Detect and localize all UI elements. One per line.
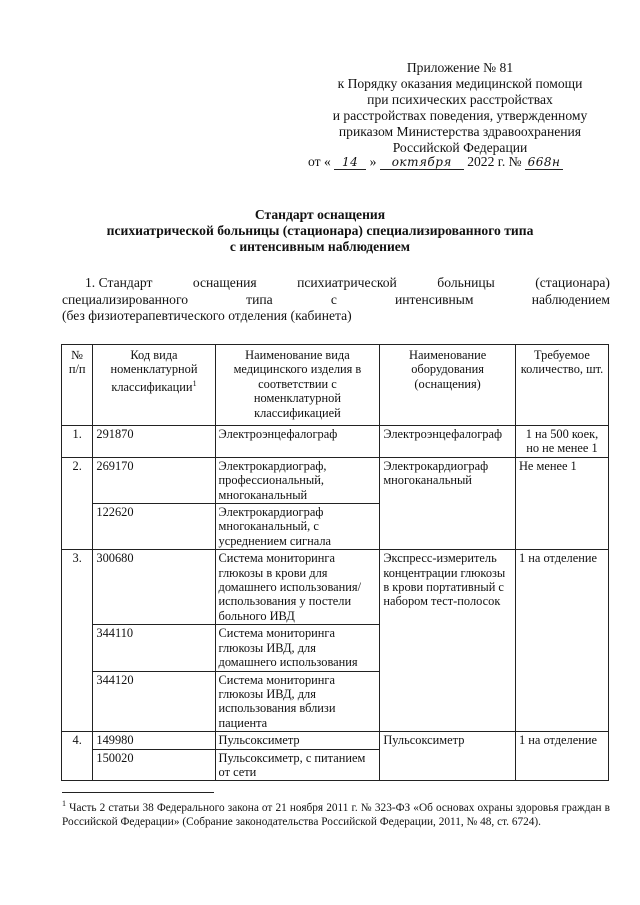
intro-word: наблюдением	[531, 291, 610, 307]
intro-word: психиатрической	[297, 275, 397, 290]
appendix-line: к Порядку оказания медицинской помощи	[337, 76, 583, 91]
row-qty: 1 на отделение	[515, 732, 608, 781]
appendix-line: Российской Федерации	[392, 140, 528, 155]
row-qty: 1 на 500 коек, но не менее 1	[515, 426, 608, 458]
header-num: № п/п	[62, 345, 93, 426]
row-name: Система мониторинга глюкозы в крови для домашнего использования/ использования у постели больного ИВД	[215, 550, 380, 625]
table-row	[62, 457, 609, 503]
row-name: Электрокардиограф, профессиональный, многоканальный	[215, 457, 380, 503]
row-code: 149980	[93, 732, 215, 749]
row-qty: Не менее 1	[515, 457, 608, 549]
row-name: Система мониторинга глюкозы ИВД, для использования вблизи пациента	[215, 671, 380, 732]
header-code-label: Код вида номенклатурной классификации	[110, 348, 198, 394]
appendix-line: Приложение № 81	[406, 60, 514, 75]
date-separator: »	[369, 154, 377, 169]
row-code: 150020	[93, 749, 215, 781]
footnote-mark: 1	[62, 799, 66, 808]
appendix-line: и расстройствах поведения, утвержденному	[332, 108, 588, 123]
intro-word: специализированного	[62, 291, 188, 307]
intro-word: интенсивным	[395, 291, 474, 307]
row-name: Пульсоксиметр	[215, 732, 380, 749]
footnote	[62, 797, 610, 829]
table-header-row	[62, 345, 609, 426]
intro-line	[62, 275, 610, 292]
title-line: с интенсивным наблюдением	[229, 239, 411, 254]
row-num: 2.	[62, 457, 93, 549]
row-code: 291870	[93, 426, 215, 458]
row-code: 344120	[93, 671, 215, 732]
row-name: Пульсоксиметр, с питанием от сети	[215, 749, 380, 781]
row-code: 122620	[93, 504, 215, 550]
row-name: Система мониторинга глюкозы ИВД, для домашнего использования	[215, 625, 380, 671]
row-equipment: Пульсоксиметр	[380, 732, 516, 781]
appendix-line: при психических расстройствах	[367, 92, 553, 107]
handwritten-order-number: 668н	[525, 155, 563, 170]
order-date-line	[308, 154, 608, 170]
appendix-line: приказом Министерства здравоохранения	[338, 124, 582, 139]
row-equipment: Электрокардиограф многоканальный	[380, 457, 516, 549]
intro-paragraph	[62, 275, 610, 325]
row-equipment: Экспресс-измеритель концентрации глюкозы в крови портативный с набором тест-полосок	[380, 550, 516, 732]
footnote-divider	[62, 792, 214, 793]
table-row	[62, 550, 609, 625]
document-title	[40, 207, 600, 255]
intro-word: 1. Стандарт	[85, 275, 153, 290]
row-name: Электроэнцефалограф	[215, 426, 380, 458]
intro-word: оснащения	[192, 275, 257, 290]
row-equipment: Электроэнцефалограф	[380, 426, 516, 458]
date-prefix: от «	[308, 154, 331, 169]
table-row	[62, 732, 609, 749]
header-equipment: Наименование оборудования (оснащения)	[380, 345, 516, 426]
row-num: 1.	[62, 426, 93, 458]
intro-word: типа	[246, 291, 273, 307]
row-code: 300680	[93, 550, 215, 625]
header-code	[93, 345, 215, 426]
title-line: Стандарт оснащения	[254, 207, 386, 222]
year-text: 2022 г. №	[467, 154, 522, 169]
equipment-standard-table	[61, 344, 609, 781]
title-line: психиатрической больницы (стационара) специализированного типа	[106, 223, 534, 238]
header-qty: Требуемое количество, шт.	[515, 345, 608, 426]
intro-word: больницы	[437, 275, 495, 290]
handwritten-month: октября	[380, 155, 464, 170]
header-name: Наименование вида медицинского изделия в соответствии с номенклатурной классификацией	[215, 345, 380, 426]
row-name: Электрокардиограф многоканальный, с усреднением сигнала	[215, 504, 380, 550]
row-qty: 1 на отделение	[515, 550, 608, 732]
row-num: 3.	[62, 550, 93, 732]
intro-word: с	[330, 291, 337, 307]
appendix-header	[300, 60, 620, 156]
table-row	[62, 426, 609, 458]
intro-line	[62, 292, 610, 309]
footnote-ref: 1	[192, 378, 197, 388]
footnote-text: Часть 2 статьи 38 Федерального закона от 21 ноября 2011 г. № 323-ФЗ «Об основах охраны здоровья граждан в Российской Федерации» (Собрание законодательства Российской Федерации, 2011, № 48, ст. 6724).	[62, 801, 611, 828]
row-num: 4.	[62, 732, 93, 781]
row-code: 344110	[93, 625, 215, 671]
row-code: 269170	[93, 457, 215, 503]
intro-word: (стационара)	[535, 275, 610, 290]
intro-line: (без физиотерапевтического отделения (кабинета)	[62, 308, 352, 323]
handwritten-day: 14	[334, 155, 366, 170]
